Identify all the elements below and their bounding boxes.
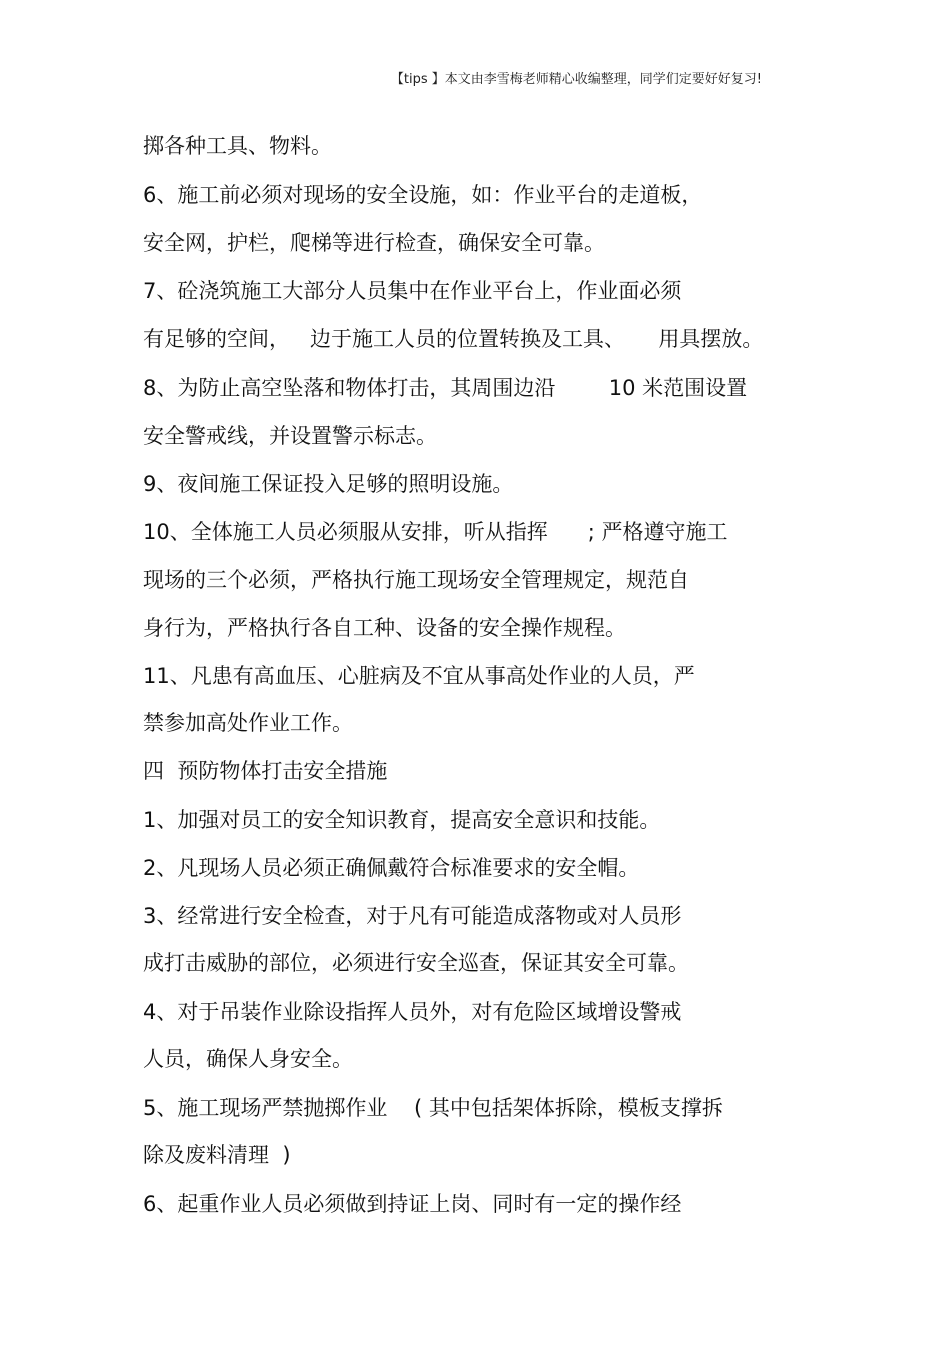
text-line: 现场的三个必须，严格执行施工现场安全管理规定，规范自 xyxy=(143,568,689,592)
text-line: 安全警戒线，并设置警示标志。 xyxy=(143,424,437,448)
text-line: 8、为防止高空坠落和物体打击，其周围边沿 10 米范围设置 xyxy=(143,376,748,400)
text-line: 掷各种工具、物料。 xyxy=(143,134,332,158)
text-line: 2、凡现场人员必须正确佩戴符合标准要求的安全帽。 xyxy=(143,856,640,880)
text-line: 6、起重作业人员必须做到持证上岗、同时有一定的操作经 xyxy=(143,1192,682,1216)
text-line: 有足够的空间， 边于施工人员的位置转换及工具、 用具摆放。 xyxy=(143,327,764,351)
text-line: 安全网，护栏，爬梯等进行检查，确保安全可靠。 xyxy=(143,231,605,255)
text-line: 禁参加高处作业工作。 xyxy=(143,711,353,735)
text-line: 身行为，严格执行各自工种、设备的安全操作规程。 xyxy=(143,616,626,640)
header-tip: 【tips 】本文由李雪梅老师精心收编整理，同学们定要好好复习! xyxy=(390,72,762,87)
text-line: 3、经常进行安全检查，对于凡有可能造成落物或对人员形 xyxy=(143,904,682,928)
text-line: 4、对于吊装作业除设指挥人员外，对有危险区域增设警戒 xyxy=(143,1000,682,1024)
text-line: 1、加强对员工的安全知识教育，提高安全意识和技能。 xyxy=(143,808,661,832)
text-line: 除及废料清理 ) xyxy=(143,1143,291,1167)
text-line: 10、全体施工人员必须服从安排，听从指挥 ; 严格遵守施工 xyxy=(143,520,728,544)
text-line: 9、夜间施工保证投入足够的照明设施。 xyxy=(143,472,514,496)
text-line: 成打击威胁的部位，必须进行安全巡查，保证其安全可靠。 xyxy=(143,951,689,975)
text-line: 7、砼浇筑施工大部分人员集中在作业平台上，作业面必须 xyxy=(143,279,682,303)
text-line: 6、施工前必须对现场的安全设施，如：作业平台的走道板， xyxy=(143,183,703,207)
section-heading: 四 预防物体打击安全措施 xyxy=(143,759,388,783)
text-line: 11、凡患有高血压、心脏病及不宜从事高处作业的人员，严 xyxy=(143,664,695,688)
text-line: 人员，确保人身安全。 xyxy=(143,1047,353,1071)
text-line: 5、施工现场严禁抛掷作业 ( 其中包括架体拆除，模板支撑拆 xyxy=(143,1096,723,1120)
